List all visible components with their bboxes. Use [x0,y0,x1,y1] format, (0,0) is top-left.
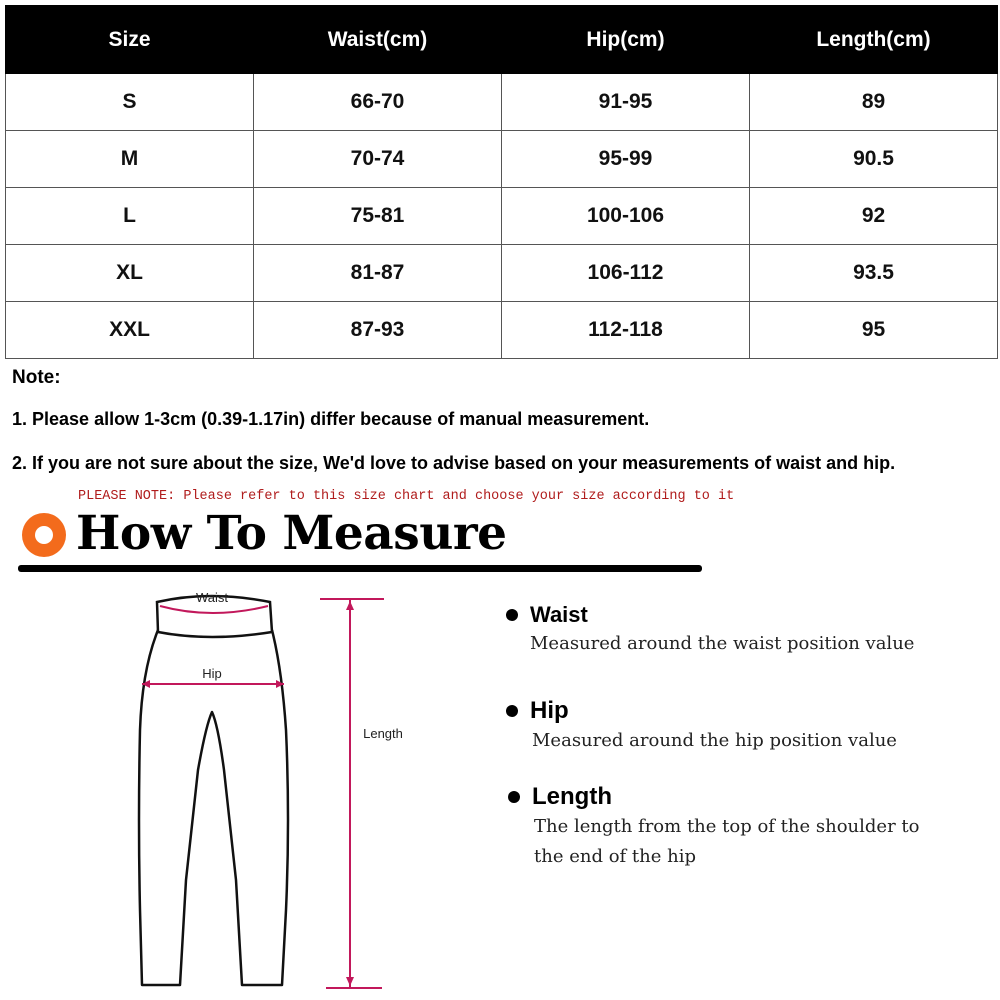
legend-length-name: Length [532,783,612,810]
orange-circle-icon [22,513,66,557]
table-row [6,302,998,359]
bullet-icon [506,609,518,621]
cell-size: XXL [6,302,254,359]
bullet-icon [506,705,518,717]
please-note-text: PLEASE NOTE: Please refer to this size chart and choose your size according to it [78,489,735,504]
cell-waist: 87-93 [254,302,502,359]
cell-hip: 100-106 [502,188,750,245]
cell-length: 89 [750,74,998,131]
legend-waist-desc: Measured around the waist position value [530,633,915,654]
pants-diagram [100,580,440,1000]
table-header-row [6,6,998,74]
legend-length-desc-1: The length from the top of the shoulder to [534,816,920,837]
cell-waist: 75-81 [254,188,502,245]
cell-length: 90.5 [750,131,998,188]
legend-length-desc-2: the end of the hip [534,846,696,867]
note-title: Note: [12,367,61,388]
how-to-measure-title: How To Measure [76,506,507,561]
header-length: Length(cm) [750,6,998,74]
cell-hip: 95-99 [502,131,750,188]
bullet-icon [508,791,520,803]
table-row [6,245,998,302]
note-line-1: 1. Please allow 1-3cm (0.39-1.17in) differ because of manual measurement. [12,409,650,429]
title-underline-divider [18,565,702,572]
table-row [6,131,998,188]
legend-waist [506,602,914,658]
diagram-label-length: Length [363,726,403,741]
length-arrow-down-icon [346,977,354,986]
cell-length: 95 [750,302,998,359]
header-size: Size [6,6,254,74]
cell-waist: 66-70 [254,74,502,131]
cell-hip: 91-95 [502,74,750,131]
cell-length: 93.5 [750,245,998,302]
cell-size: M [6,131,254,188]
header-hip: Hip(cm) [502,6,750,74]
size-table [5,5,998,359]
cell-length: 92 [750,188,998,245]
cell-waist: 81-87 [254,245,502,302]
legend-hip [506,697,897,755]
legend-waist-name: Waist [530,602,588,627]
note-line-2: 2. If you are not sure about the size, We'd love to advise based on your measurements of waist and hip. [12,453,896,473]
cell-size: S [6,74,254,131]
length-arrow-up-icon [346,601,354,610]
header-waist: Waist(cm) [254,6,502,74]
cell-hip: 112-118 [502,302,750,359]
cell-size: L [6,188,254,245]
diagram-label-hip: Hip [202,666,222,681]
table-row [6,74,998,131]
diagram-label-waist: Waist [195,590,229,605]
legend-length [508,783,919,871]
cell-waist: 70-74 [254,131,502,188]
table-row [6,188,998,245]
legend-hip-desc: Measured around the hip position value [532,730,897,751]
cell-hip: 106-112 [502,245,750,302]
legend-hip-name: Hip [530,697,569,724]
waist-measure-line [160,606,268,613]
cell-size: XL [6,245,254,302]
